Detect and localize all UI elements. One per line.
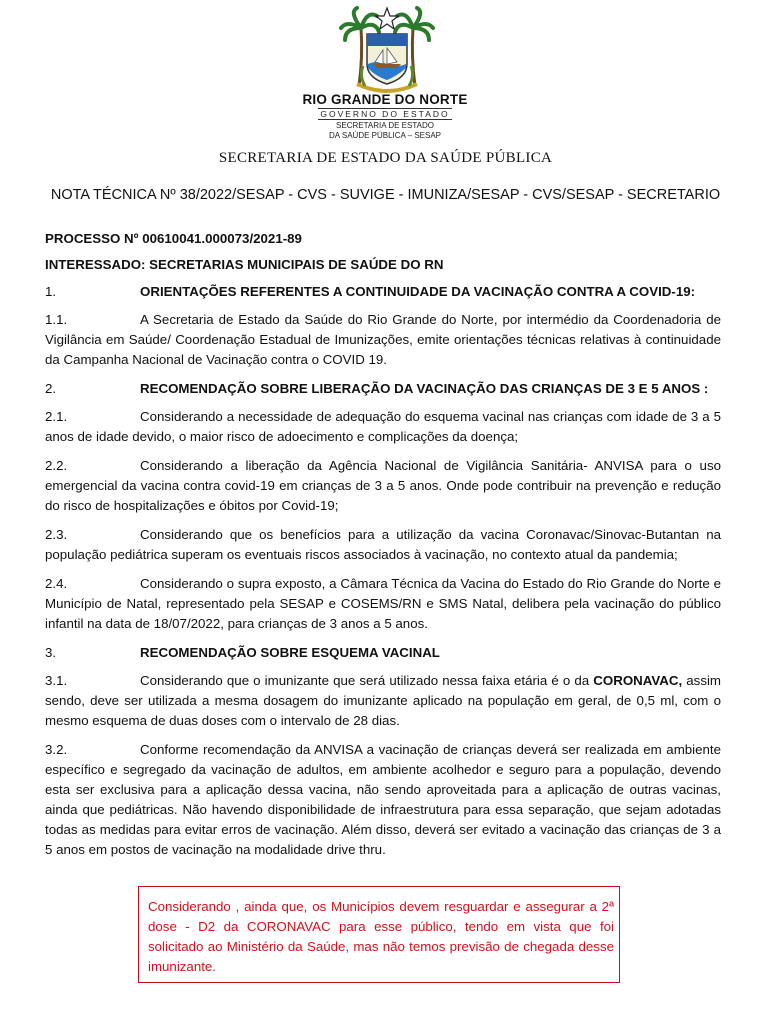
paragraph-number: 2.1. — [45, 409, 68, 424]
paragraph-number: 1.1. — [45, 312, 68, 327]
paragraph-text: A Secretaria de Estado da Saúde do Rio Grande do Norte, por intermédio da Coordenadoria de Vigilância em Saúde/ Coordenação Estadual de Imunizações, emite orientações técnicas relativas à continuidade da Campanha Nacional de Vacinação contra o COVID 19. — [45, 312, 721, 367]
paragraph-number: 3.1. — [45, 673, 68, 688]
paragraph-text: Considerando o supra exposto, a Câmara Técnica da Vacina do Estado do Rio Grande do Norte e Município de Natal, representado pela SESAP e COSEMS/RN e SMS Natal, delibera pela vacinação do público infantil na data de 18/07/2022, para crianças de 3 anos a 5 anos. — [45, 576, 721, 631]
paragraph-number: 3.2. — [45, 742, 68, 757]
paragraph-text: Conforme recomendação da ANVISA a vacinação de crianças deverá ser realizada em ambiente específico e segregado da vacinação de adultos, em ambiente acolhedor e seguro para a população, devendo esta ser exclusiva para a aplicação dessa vacina, não sendo aproveitada para a aplicação de outras vacinas, ainda que pediátricas. Não havendo disponibilidade de infraestrutura para essa separação, que sejam adotadas todas as medidas para evitar erros de vacinação. Além disso, deverá ser evitado a vacinação das crianças de 3 a 5 anos em postos de vacinação na modalidade drive thru. — [45, 742, 721, 857]
processo-number: PROCESSO Nº 00610041.000073/2021-89 — [45, 231, 302, 246]
secretaria-line-2: DA SAÚDE PÚBLICA – SESAP — [328, 130, 442, 140]
paragraph-2-4 — [45, 574, 721, 634]
section-title: RECOMENDAÇÃO SOBRE LIBERAÇÃO DA VACINAÇÃO DAS CRIANÇAS DE 3 E 5 ANOS : — [140, 381, 709, 396]
document-body — [45, 229, 721, 869]
paragraph-text: assim sendo, deve ser utilizada a mesma dosagem do imunizante aplicado na população em geral, de 0,5 ml, com o mesmo esquema de duas doses com o intervalo de 28 dias. — [45, 673, 721, 728]
section-title: ORIENTAÇÕES REFERENTES A CONTINUIDADE DA VACINAÇÃO CONTRA A COVID-19: — [140, 284, 696, 299]
paragraph-number: 2.2. — [45, 458, 68, 473]
secretaria-line-1: SECRETARIA DE ESTADO — [336, 121, 434, 130]
paragraph-text: Considerando que o imunizante que será utilizado nessa faixa etária é o da — [140, 673, 594, 688]
gov-label: GOVERNO DO ESTADO — [318, 108, 452, 120]
secretaria-title: SECRETARIA DE ESTADO DA SAÚDE PÚBLICA — [218, 150, 553, 166]
paragraph-3-1 — [45, 671, 721, 731]
nota-tecnica-title: NOTA TÉCNICA Nº 38/2022/SESAP - CVS - SUVIGE - IMUNIZA/SESAP - CVS/SESAP - SECRETARIO — [50, 187, 721, 203]
paragraph-text: Considerando a necessidade de adequação do esquema vacinal nas crianças com idade de 3 a 5 anos de idade devido, o maior risco de adoecimento e complicações da doença; — [45, 409, 721, 444]
section-title: RECOMENDAÇÃO SOBRE ESQUEMA VACINAL — [140, 645, 440, 660]
section-2-heading — [45, 379, 721, 399]
section-number: 3. — [45, 645, 57, 660]
paragraph-number: 2.4. — [45, 576, 68, 591]
paragraph-bold-text: CORONAVAC, — [593, 673, 683, 688]
paragraph-2-3 — [45, 525, 721, 565]
org-name: RIO GRANDE DO NORTE — [302, 92, 468, 107]
paragraph-number: 2.3. — [45, 527, 68, 542]
section-3-heading — [45, 643, 721, 663]
paragraph-2-2 — [45, 456, 721, 516]
notice-text: Considerando , ainda que, os Municípios devem resguardar e assegurar a 2ª dose - D2 da CORONAVAC para esse público, tendo em vista que foi solicitado ao Ministério da Saúde, mas não temos previsão de chegada desse imunizante. — [148, 899, 614, 974]
section-number: 2. — [45, 381, 57, 396]
org-letterhead — [300, 92, 470, 140]
paragraph-2-1 — [45, 407, 721, 447]
rio-grande-do-norte-coat-of-arms-icon — [337, 6, 437, 94]
paragraph-text: Considerando que os benefícios para a utilização da vacina Coronavac/Sinovac-Butantan na população pediátrica superam os eventuais riscos associados à vacinação, no contexto atual da pandemia; — [45, 527, 721, 562]
paragraph-text: Considerando a liberação da Agência Nacional de Vigilância Sanitária- ANVISA para o uso emergencial da vacina contra covid-19 em crianças de 3 a 5 anos. Onde pode contribuir na prevenção e redução do risco de hospitalizações e óbitos por Covid-19; — [45, 458, 721, 513]
paragraph-1-1 — [45, 310, 721, 370]
interessado-line: INTERESSADO: SECRETARIAS MUNICIPAIS DE SAÚDE DO RN — [45, 257, 444, 272]
section-1-heading — [45, 282, 721, 302]
paragraph-3-2 — [45, 740, 721, 860]
section-number: 1. — [45, 284, 57, 299]
